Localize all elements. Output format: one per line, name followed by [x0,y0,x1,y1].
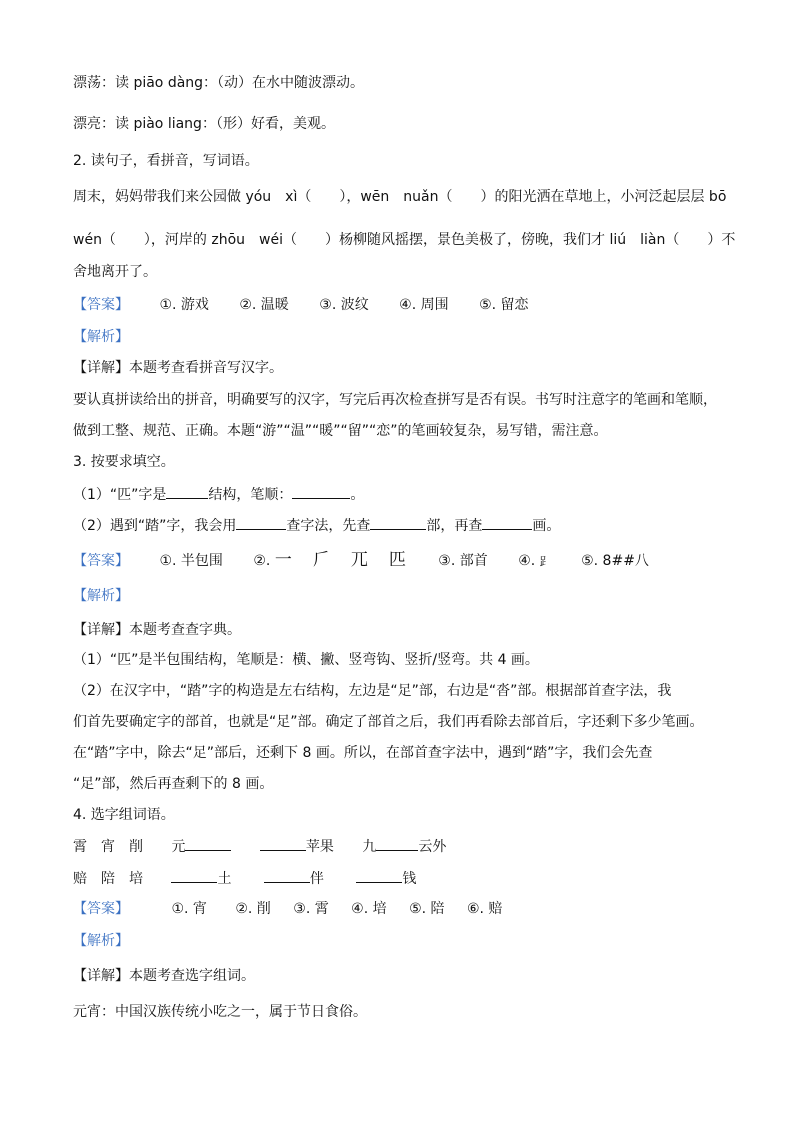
detail-q3-part2-line3: 在“踏”字中，除去“足”部后，还剩下 8 画。所以，在部首查字法中，遇到“踏”字，我们会先查 [73,745,653,761]
detail-label: 【详解】 [73,360,129,376]
detail-text: 本题考查查字典。 [129,622,241,638]
blank-line [185,836,231,851]
q3-part1-text-c: 。 [350,487,365,503]
answer-item: ③. 波纹 [319,297,369,313]
analysis-label: 【解析】 [73,329,129,345]
detail-q2-explain-line2: 做到工整、规范、正确。本题“游”“温”“暖”“留”“恋”的笔画较复杂，易写错，需注意。 [73,423,608,439]
char-choices: 霄 宵 削 [73,839,143,855]
q3-part1-text-b: 结构，笔顺： [208,487,293,503]
analysis-label: 【解析】 [73,588,129,604]
answer-item: ③. 部首 [438,553,488,569]
blank-line [292,484,350,499]
detail-q3-part1: （1）“匹”是半包围结构，笔顺是：横、撇、竖弯钩、竖折/竖弯。共 4 画。 [73,652,539,668]
blank-line [264,868,310,883]
answer-row-q4 [73,899,502,919]
detail-q3 [73,620,241,640]
definition-piaodang: 漂荡：读 piāo dàng：（动）在水中随波漂动。 [73,75,365,91]
answer-label: 【答案】 [73,553,129,569]
stroke-order-sequence: 一 𠂆 兀 匹 [274,550,408,570]
word-suffix: 钱 [402,871,417,887]
answer-item: ⑤. 8##八 [581,553,649,569]
answer-label: 【答案】 [73,297,129,313]
word-prefix: 元 [171,839,186,855]
question-4-title: 4. 选字组词语。 [73,807,175,823]
answer-label: 【答案】 [73,901,129,917]
definition-yuanxiao: 元宵：中国汉族传统小吃之一，属于节日食俗。 [73,1004,367,1020]
answer-prefix: ②. [253,553,271,569]
analysis-label-q2 [73,327,129,347]
answer-item-strokes [253,550,407,571]
word-suffix: 云外 [418,839,447,855]
detail-text: 本题考查选字组词。 [129,968,255,984]
detail-q3-part2-line4: “足”部，然后再查剩下的 8 画。 [73,776,274,792]
answer-prefix: ④. [518,553,536,569]
detail-q3-part2-line2: 们首先要确定字的部首，也就是“足”部。确定了部首之后，我们再看除去部首后，字还剩下多少笔画。 [73,714,704,730]
answer-row-q3 [73,550,649,572]
detail-q2-explain-line1: 要认真拼读给出的拼音，明确要写的汉字，写完后再次检查拼写是否有误。书写时注意字的笔画和笔顺， [73,392,717,408]
word-suffix: 伴 [309,871,324,887]
answer-item: ⑤. 留恋 [479,297,529,313]
q3-part2-text-a: （2）遇到“踏”字，我会用 [73,518,237,534]
word-suffix: 苹果 [305,839,334,855]
question-2-sentence-line2: wén（ ），河岸的 zhōu wéi（ ）杨柳随风摇摆，景色美极了，傍晚，我们才 liú liàn（ ）不 [73,232,736,248]
analysis-label: 【解析】 [73,933,129,949]
q3-part1-text-a: （1）“匹”字是 [73,487,167,503]
answer-item: ⑥. 赔 [466,901,503,917]
blank-line [166,484,208,499]
blank-line [370,515,426,530]
detail-q2 [73,358,283,378]
answer-item: ①. 游戏 [159,297,209,313]
question-2-sentence-line3: 舍地离开了。 [73,264,157,280]
question-2-sentence-line1: 周末，妈妈带我们来公园做 yóu xì（ ），wēn nuǎn（ ）的阳光洒在草地上，小河泛起层层 bō [73,189,727,205]
blank-line [236,515,286,530]
radical-char: 𧾷 [539,555,551,568]
answer-item: ⑤. 陪 [409,901,445,917]
blank-line [376,836,418,851]
q3-part2-text-c: 部，再查 [426,518,483,534]
blank-line [356,868,402,883]
q3-part2-text-d: 画。 [532,518,561,534]
detail-label: 【详解】 [73,622,129,638]
analysis-label-q3 [73,586,129,606]
answer-row-q2 [73,295,529,315]
definition-piaoliang: 漂亮：读 piào liang：（形）好看，美观。 [73,116,335,132]
question-3-part2 [73,515,560,536]
answer-item: ②. 削 [235,901,271,917]
question-4-row1 [73,836,446,857]
detail-label: 【详解】 [73,968,129,984]
blank-line [260,836,306,851]
answer-item-radical [518,551,550,572]
question-2-title: 2. 读句子，看拼音，写词语。 [73,153,259,169]
analysis-label-q4 [73,931,129,951]
answer-item: ④. 培 [351,901,387,917]
answer-item: ③. 霄 [293,901,329,917]
word-prefix: 九 [362,839,377,855]
answer-item: ①. 半包围 [159,553,223,569]
answer-item: ①. 宵 [171,901,207,917]
word-suffix: 土 [217,871,232,887]
blank-line [171,868,217,883]
blank-line [482,515,532,530]
q3-part2-text-b: 查字法，先查 [286,518,371,534]
detail-q4 [73,966,255,986]
answer-item: ②. 温暖 [239,297,289,313]
detail-q3-part2-line1: （2）在汉字中，“踏”字的构造是左右结构，左边是“足”部，右边是“沓”部。根据部首查字法，我 [73,683,672,699]
question-3-part1 [73,484,364,505]
question-3-title: 3. 按要求填空。 [73,454,175,470]
question-4-row2 [73,868,416,889]
answer-item: ④. 周围 [399,297,449,313]
char-choices: 赔 陪 培 [73,871,143,887]
detail-text: 本题考查看拼音写汉字。 [129,360,283,376]
